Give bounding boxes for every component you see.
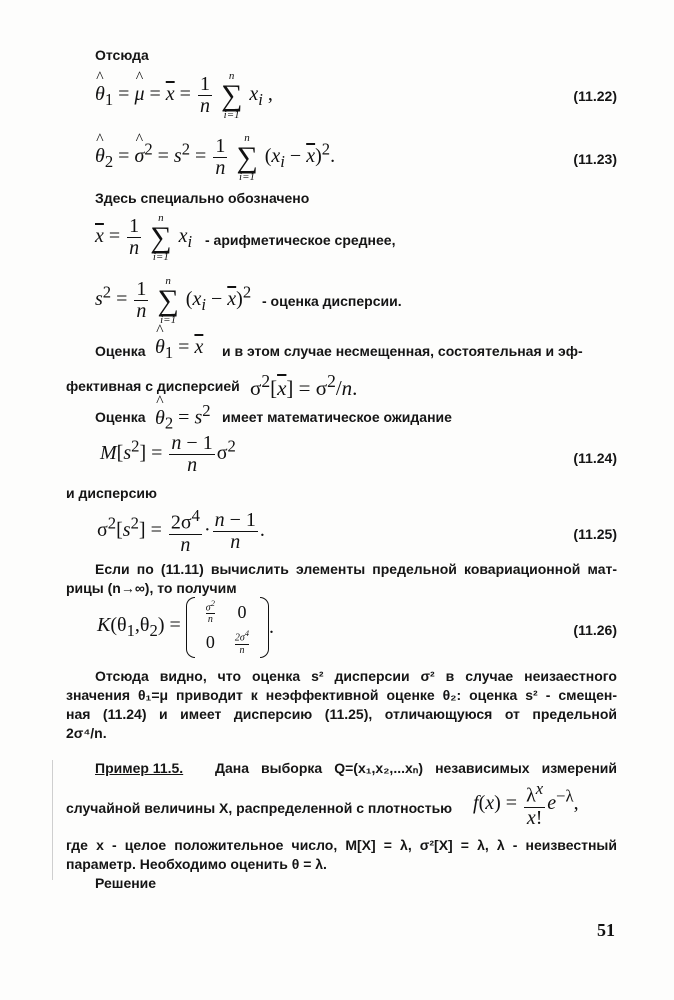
scan-edge-line [52, 760, 53, 880]
formula-11-24: $M[s^2]$ = $\frac{n - 1}{n}$ $\sigma^2$ [100, 432, 236, 476]
page-number: 51 [597, 920, 615, 940]
example-line-1-text: Дана выборка Q=(x₁,x₂,...xₙ) независимых измерений [215, 760, 617, 776]
text-otsyuda: Отсюда [95, 47, 149, 63]
otsyuda2-line-1: Отсюда видно, что оценка s² дисперсии σ² в случае неизаестного [95, 668, 617, 684]
otsyuda2-line-2: значения θ₁=μ приводит к неэффективной оценке θ₂: оценка s² - смещен- [66, 687, 617, 703]
paragraph-example [66, 836, 617, 893]
esli-line-1: Если по (11.11) вычислить элементы предельной ковариационной мат- [95, 561, 617, 577]
reshenie: Решение [95, 875, 157, 891]
formula-theta1: ^ $\theta_1 = \overline{x}$ [155, 336, 203, 363]
text-ocenka2-a: Оценка [95, 409, 146, 425]
formula-mean: $\overline{x}$ = $\frac{1}{n}$ n ∑ i=1 $x_i$ [95, 212, 193, 264]
eq-number-11-26: (11.26) [573, 622, 617, 638]
covariance-matrix: $\frac{\sigma^2}{n}$ 0 0 $\frac{2\sigma^4}{n}$ [186, 597, 269, 658]
text-ocenka1-a: Оценка [95, 343, 146, 359]
otsyuda2-line-4: 2σ⁴/n. [66, 725, 107, 741]
example-line-1 [215, 760, 617, 777]
text-arith-mean: - арифметическое среднее, [205, 232, 396, 248]
eq-number-11-24: (11.24) [573, 450, 617, 466]
otsyuda2-line-3: ная (11.24) и имеет дисперсию (11.25), отличающуюся от предельной [66, 706, 617, 722]
example-title: Пример 11.5. [95, 760, 184, 776]
text-zdes: Здесь специально обозначено [95, 190, 310, 206]
example-line-3: где x - целое положительное число, M[X] = λ, σ²[X] = λ, λ - неизвестный [66, 837, 617, 853]
eq-number-11-23: (11.23) [573, 151, 617, 167]
example-line-4: параметр. Необходимо оценить θ = λ. [66, 856, 327, 872]
paragraph-esli [66, 560, 617, 598]
text-ocenka2-b: имеет математическое ожидание [222, 409, 452, 425]
formula-poisson: f(x) = $\frac{\lambda^x}{x!}$ $e^{-\lambda}$, [473, 779, 579, 829]
formula-var-mean: $\sigma^2[\overline{x}] = \sigma^2/n$. [250, 371, 358, 400]
formula-variance: $s^2$ = $\frac{1}{n}$ n ∑ i=1 $(x_i - \overline{x})^2$ [95, 275, 252, 327]
formula-theta2: ^ $\theta_2 = s^2$ [155, 401, 211, 434]
formula-11-22: ^ $\theta_1$ = ^ $\mu = \overline{x}$ = $\frac{1}{n}$ n ∑ i=1 $x_i$ , [95, 70, 273, 121]
text-ocenka1-b: и в этом случае несмещенная, состоятельная и эф- [222, 343, 583, 359]
paragraph-otsyuda2 [66, 667, 617, 743]
formula-11-23: ^ $\theta_2$ = ^ $\sigma^2 = s^2$ = $\frac{1}{n}$ n ∑ i=1 $(x_i - \overline{x})^2$. [95, 132, 335, 183]
example-line-2: случайной величины X, распределенной с плотностью [66, 800, 453, 816]
eq-number-11-25: (11.25) [573, 526, 617, 542]
text-disp-est: - оценка дисперсии. [262, 293, 402, 309]
formula-11-25: $\sigma^2[s^2]$ = $\frac{2\sigma^4}{n}$ · $\frac{n - 1}{n}$ . [97, 506, 265, 556]
text-ocenka1-c: фективная с дисперсией [66, 378, 240, 394]
text-i-dispersiyu: и дисперсию [66, 485, 157, 501]
formula-11-26: $K(\theta_1,\theta_2)$ = $\frac{\sigma^2}{n}$ 0 0 $\frac{2\sigma^4}{n}$ . [97, 599, 275, 656]
eq-number-11-22: (11.22) [573, 88, 617, 104]
esli-line-2: рицы (n→∞), то получим [66, 580, 237, 596]
